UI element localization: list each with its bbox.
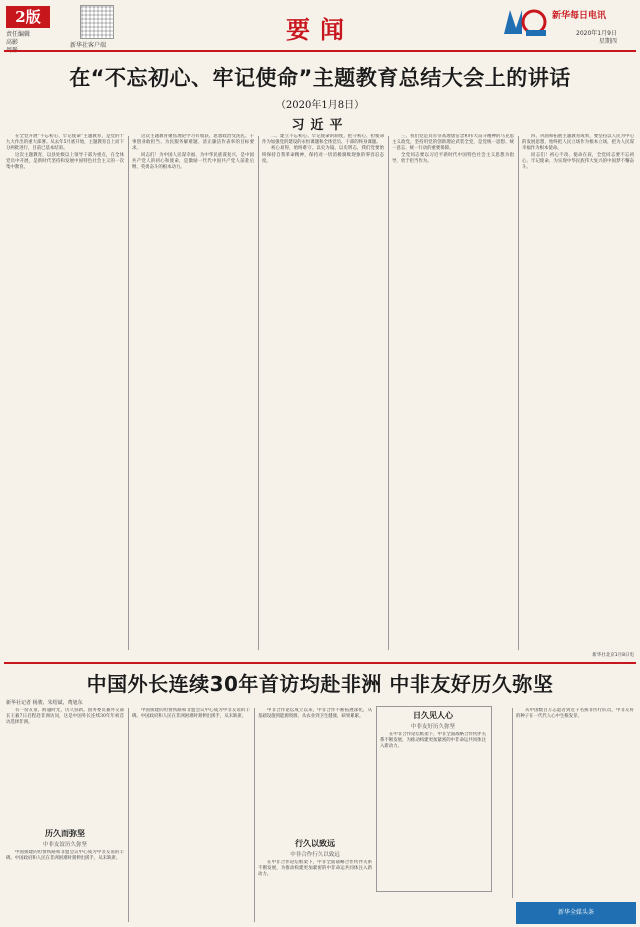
africa-column-1-top — [6, 708, 124, 828]
article-byline: 新华社记者 杨骏、朱绍斌、费旭东 — [6, 700, 83, 706]
subheading-caption: 中非友谊历久弥坚 — [42, 842, 87, 848]
column-divider — [258, 136, 259, 650]
speech-signoff: 新华社北京1月8日电 — [592, 653, 634, 658]
paragraph: 中非合作论坛成立以来，中非合作不断拓展深化，从基础设施到能源资源，从农业到卫生健康，硕果累累。 — [258, 708, 372, 720]
section-title: 要闻 — [286, 15, 354, 44]
speech-author: 习近平 — [291, 118, 349, 133]
column-divider — [128, 708, 129, 922]
speech-column-3 — [262, 134, 384, 654]
column-divider — [512, 708, 513, 898]
paragraph: 这次主题教育，以县处级以上领导干部为重点，在全体党员中开展，是新时代坚持和发展中国特色社会主义的一次集中教育。 — [6, 152, 124, 171]
paragraph: 中国援建的坦赞铁路和非盟会议中心成为中非友谊的丰碑。中国政府和人民在非洲困难时刻伸出援手，从未缺席。 — [132, 708, 250, 720]
speech-date: （2020年1月8日） — [275, 100, 365, 111]
speech-column-5 — [522, 134, 634, 648]
speech-column-4 — [392, 134, 514, 654]
sidebar-title: 日久见人心 — [413, 711, 453, 720]
column-divider — [518, 136, 519, 650]
paragraph: 四、巩固和拓展主题教育成果，要坚持以人民为中心的发展思想，始终把人民立场作为根本立场，把为人民谋幸福作为根本使命。 — [522, 134, 634, 152]
sidebar-text — [380, 732, 486, 886]
africa-column-3-top — [258, 708, 372, 838]
main-headline: 在“不忘初心、牢记使命”主题教育总结大会上的讲话 — [69, 66, 571, 90]
masthead — [0, 0, 640, 52]
ad-banner[interactable]: 新华全媒头条 — [516, 902, 636, 924]
africa-column-1-bottom — [6, 850, 124, 922]
brand-name: 新华每日电讯 — [552, 11, 607, 21]
africa-column-2 — [132, 708, 250, 922]
paragraph: 二、建立不忘初心、牢记使命的制度，把守初心、担使命作为加强党的建设的永恒课题和全体党员、干部的终身课题。 — [262, 134, 384, 146]
paragraph: 初心易得，始终难守。以史为镜、以史明志，我们党要始终保持自我革命精神，保持对一切消极腐败现象的零容忍态度。 — [262, 146, 384, 164]
paragraph: 有一份友谊，跨越时光，历久弥新。国务委员兼外交部长王毅7日启程赴非洲访问，这是中国外长连续30年年初首访选择非洲。 — [6, 708, 124, 726]
column-divider — [388, 136, 389, 650]
issue-weekday: 星期四 — [598, 38, 617, 45]
africa-column-3-bottom — [258, 860, 372, 922]
section-rule — [4, 662, 636, 664]
editor-name: 高影 — [6, 39, 19, 46]
paragraph: 同志们！为中国人民谋幸福、为中华民族谋复兴，是中国共产党人的初心和使命，是激励一代代中国共产党人前赴后继、英勇奋斗的根本动力。 — [132, 152, 254, 171]
sidebar-subtitle: 中非友好历久弥坚 — [410, 724, 455, 730]
speech-column-2 — [132, 134, 254, 654]
paragraph: 这次主题教育聚焦理论学习有收获、思想政治受洗礼、干事创业敢担当、为民服务解难题、清正廉洁作表率的目标要求。 — [132, 134, 254, 152]
qr-code-icon — [80, 5, 114, 39]
paragraph: 在中非合作论坛框架下，中非全面战略合作伙伴关系不断发展，为推动构建更加紧密的中非命运共同体注入新动力。 — [258, 860, 372, 878]
paragraph: 全党同志要以习近平新时代中国特色社会主义思想为指导，勇于担当作为。 — [392, 152, 514, 164]
column-divider — [254, 708, 255, 922]
africa-column-5 — [516, 708, 634, 898]
subheading: 历久而弥坚 — [45, 829, 85, 838]
editors-label: 责任编辑 — [6, 31, 31, 38]
paragraph: 从中国数百万志愿者到近千名援非医疗队员，中非友好的种子在一代代人心中生根发芽。 — [516, 708, 634, 720]
issue-date — [576, 30, 617, 46]
paragraph: 同志们！初心不改、使命在肩，全党同志要不忘初心、牢记使命，为实现中华民族伟大复兴的中国梦不懈奋斗。 — [522, 152, 634, 171]
page-number-badge: 2版 — [6, 6, 50, 28]
column-divider — [128, 136, 129, 650]
subheading: 行久以致远 — [295, 839, 335, 848]
qr-caption: 新华社客户端 — [70, 42, 107, 49]
issue-date-line: 2020年1月9日 — [576, 30, 617, 37]
second-headline: 中国外长连续30年首访均赴非洲 中非友好历久弥坚 — [86, 672, 554, 696]
masthead-rule — [4, 50, 636, 52]
paragraph: 中国援建的坦赞铁路和非盟会议中心成为中非友谊的丰碑。中国政府和人民在非洲困难时刻伸出援手，从未缺席。 — [6, 850, 124, 862]
subheading-caption: 中非合作行久以致远 — [290, 852, 340, 858]
paragraph: 在全党开展“不忘初心、牢记使命”主题教育，是党的十九大作出的重大部署。从去年5月底开始，主题教育自上而下分两批进行，目前已基本结束。 — [6, 134, 124, 152]
speech-column-1 — [6, 134, 124, 654]
news-logo-icon — [500, 6, 548, 40]
paragraph: 三、我们党是具有崇高理想信念和伟大奋斗精神的马克思主义政党，坚持用党的创新理论武装全党，是党统一思想、统一意志、统一行动的重要保障。 — [392, 134, 514, 152]
paragraph: 在中非合作论坛框架下，中非全面战略合作伙伴关系不断发展，为推动构建更加紧密的中非命运共同体注入新动力。 — [380, 732, 486, 750]
